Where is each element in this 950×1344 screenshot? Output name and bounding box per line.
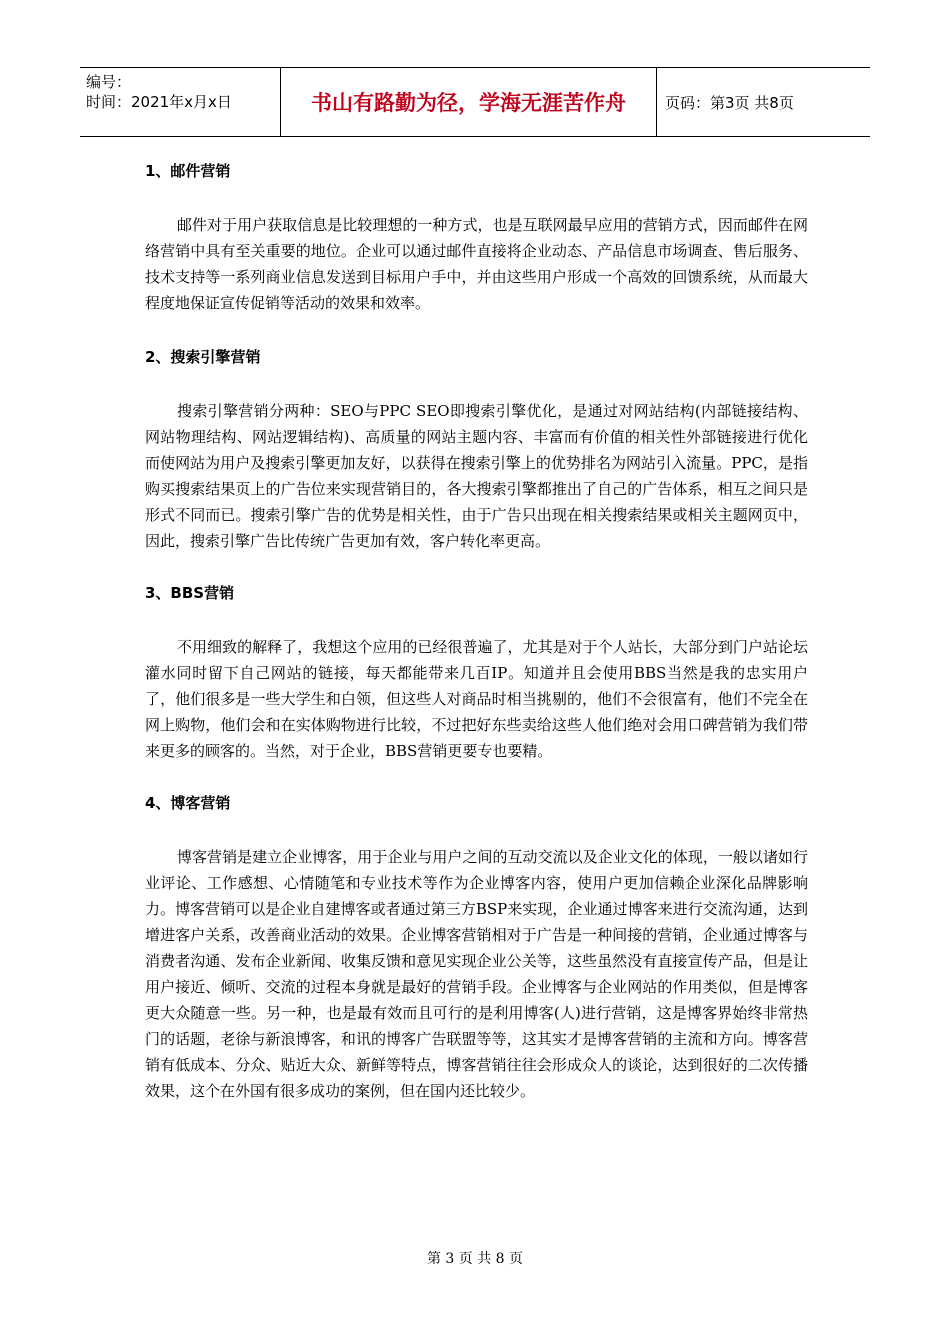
section-heading-search: 2、搜索引擎营销: [145, 348, 261, 366]
page-footer: 第 3 页 共 8 页: [426, 1251, 524, 1267]
page-header: [80, 67, 870, 137]
section-body-search: 搜索引擎营销分两种：SEO与PPC SEO即搜索引擎优化，是通过对网站结构(内部链接结构、网站物理结构、网站逻辑结构)、高质量的网站主题内容、丰富而有价值的相关性外部链接进行优化而使网站为用户及搜索引擎更加友好，以获得在搜索引擎上的优势排名为网站引入流量。PPC，是指购买搜索结果页上的广告位来实现营销目的，各大搜索引擎都推出了自己的广告体系，相互之间只是形式不同而已。搜索引擎广告的优势是相关性，由于广告只出现在相关搜索结果或相关主题网页中，因此，搜索引擎广告比传统广告更加有效，客户转化率更高。: [145, 402, 808, 550]
section-heading-email: 1、邮件营销: [145, 162, 231, 180]
document-date: 时间：2021年x月x日: [86, 93, 232, 111]
header-page-info: 页码：第3页 共8页: [665, 93, 794, 112]
document-number: 编号：: [86, 73, 132, 91]
header-meta: [80, 68, 280, 136]
header-motto: 书山有路勤为径，学海无涯苦作舟: [280, 68, 657, 136]
section-body-email: 邮件对于用户获取信息是比较理想的一种方式，也是互联网最早应用的营销方式，因而邮件在网络营销中具有至关重要的地位。企业可以通过邮件直接将企业动态、产品信息市场调查、售后服务、技术支持等一系列商业信息发送到目标用户手中，并由这些用户形成一个高效的回馈系统，从而最大程度地保证宣传促销等活动的效果和效率。: [145, 216, 808, 312]
section-heading-bbs: 3、BBS营销: [145, 584, 235, 602]
section-body-bbs: 不用细致的解释了，我想这个应用的已经很普遍了，尤其是对于个人站长，大部分到门户站论坛灌水同时留下自己网站的链接，每天都能带来几百IP。知道并且会使用BBS当然是我的忠实用户了，他们很多是一些大学生和白领，但这些人对商品时相当挑剔的，他们不会很富有，他们不完全在网上购物，他们会和在实体购物进行比较，不过把好东些卖给这些人他们绝对会用口碑营销为我们带来更多的顾客的。当然，对于企业，BBS营销更要专也要精。: [145, 638, 808, 760]
section-heading-blog: 4、博客营销: [145, 794, 231, 812]
document-body: [145, 158, 808, 1104]
section-body-blog: 博客营销是建立企业博客，用于企业与用户之间的互动交流以及企业文化的体现，一般以诸如行业评论、工作感想、心情随笔和专业技术等作为企业博客内容，使用户更加信赖企业深化品牌影响力。博客营销可以是企业自建博客或者通过第三方BSP来实现，企业通过博客来进行交流沟通，达到增进客户关系，改善商业活动的效果。企业博客营销相对于广告是一种间接的营销，企业通过博客与消费者沟通、发布企业新闻、收集反馈和意见实现企业公关等，这些虽然没有直接宣传产品，但是让用户接近、倾听、交流的过程本身就是最好的营销手段。企业博客与企业网站的作用类似，但是博客更大众随意一些。另一种，也是最有效而且可行的是利用博客(人)进行营销，这是博客界始终非常热门的话题，老徐与新浪博客，和讯的博客广告联盟等等，这其实才是博客营销的主流和方向。博客营销有低成本、分众、贴近大众、新鲜等特点，博客营销往往会形成众人的谈论，达到很好的二次传播效果，这个在外国有很多成功的案例，但在国内还比较少。: [145, 848, 808, 1100]
